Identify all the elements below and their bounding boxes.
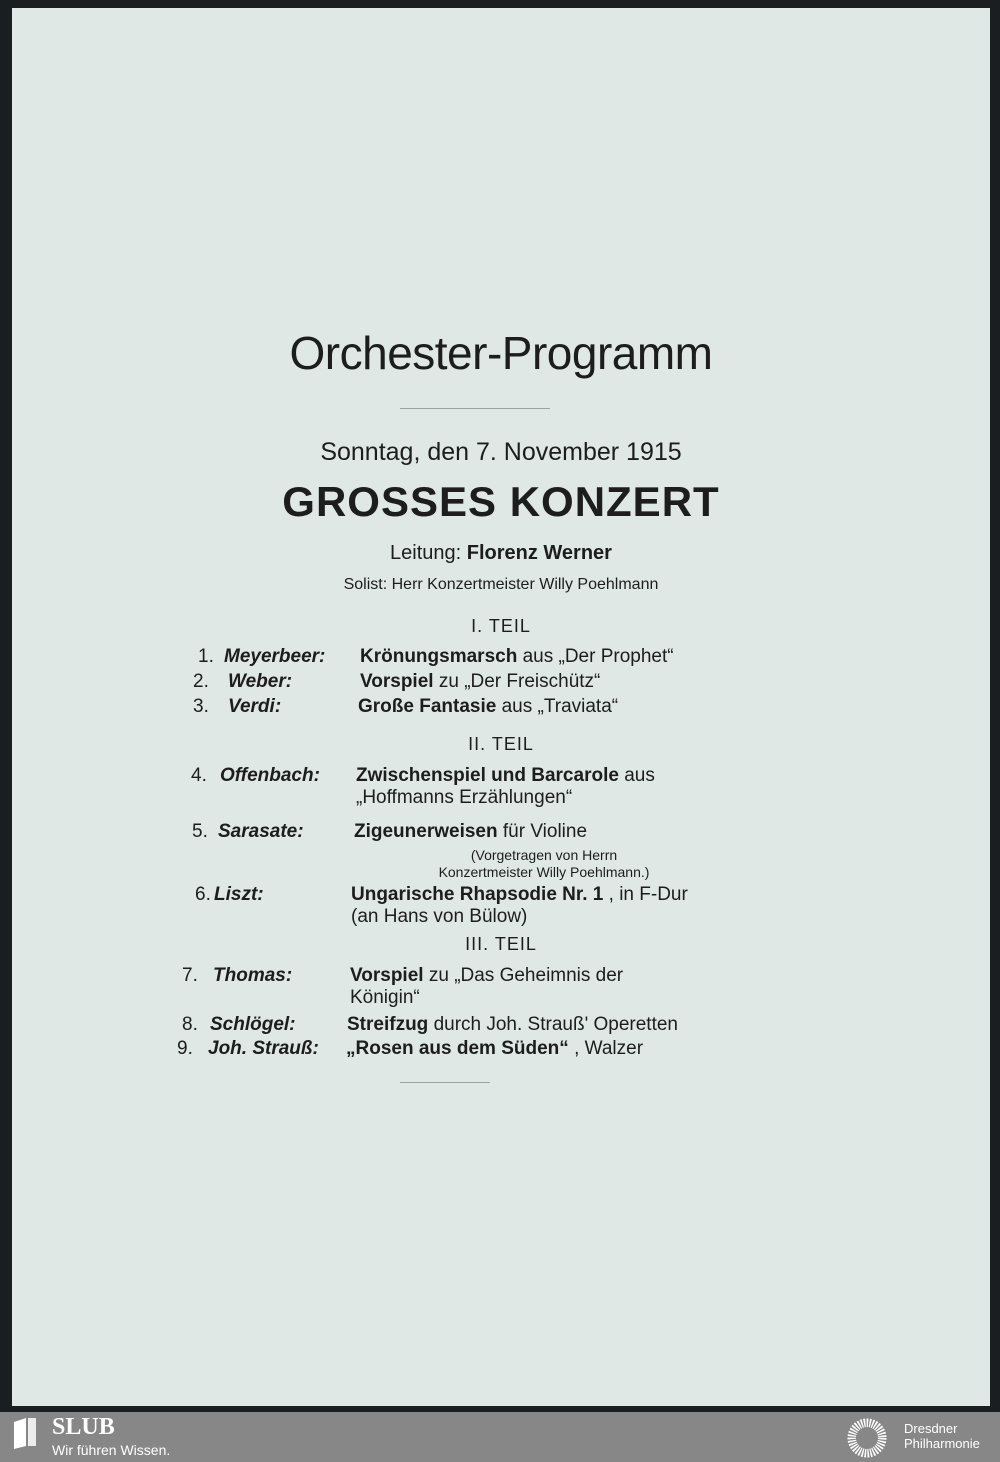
item-number: 6. xyxy=(195,884,211,905)
work-detail: aus „Traviata“ xyxy=(501,696,619,717)
note-line: Konzertmeister Willy Poehlmann.) xyxy=(438,864,650,880)
work-name: Vorspiel xyxy=(350,965,424,986)
item-number: 4. xyxy=(191,765,207,786)
work-name: „Rosen aus dem Süden“ xyxy=(346,1038,569,1059)
work-name: Ungarische Rhapsodie Nr. 1 xyxy=(351,884,604,905)
work-name: Streifzug xyxy=(347,1014,429,1035)
partner-name xyxy=(904,1421,980,1451)
composer: Weber: xyxy=(228,671,293,692)
work-detail: aus „Der Prophet“ xyxy=(522,646,674,667)
work-detail: durch Joh. Strauß' Operetten xyxy=(433,1014,678,1035)
item-number: 8. xyxy=(182,1014,198,1035)
soloist-line: Solist: Herr Konzertmeister Willy Poehlmann xyxy=(343,576,659,593)
item-number: 5. xyxy=(192,821,208,842)
slub-logo-icon xyxy=(12,1416,38,1450)
work-name: Krönungsmarsch xyxy=(360,646,518,667)
work-title xyxy=(351,884,688,906)
conductor-name: Florenz Werner xyxy=(466,542,612,564)
work-title xyxy=(358,696,618,718)
conductor-line xyxy=(12,542,990,565)
program-sheet xyxy=(12,8,990,1406)
note-line: (Vorgetragen von Herrn xyxy=(470,847,618,863)
composer: Joh. Strauß: xyxy=(208,1038,319,1059)
conductor-label: Leitung: xyxy=(390,542,462,564)
part-heading: I. TEIL xyxy=(471,616,531,636)
composer: Schlögel: xyxy=(210,1014,296,1035)
footer-bar xyxy=(0,1412,1000,1462)
work-title xyxy=(356,765,655,787)
work-name: Große Fantasie xyxy=(358,696,497,717)
item-number: 1. xyxy=(198,646,214,667)
item-number: 2. xyxy=(193,671,209,692)
partner-line: Dresdner xyxy=(904,1421,958,1436)
work-title xyxy=(354,821,587,843)
work-detail: zu „Der Freischütz“ xyxy=(438,671,601,692)
work-detail: , Walzer xyxy=(574,1038,644,1059)
document-title: Orchester-Programm xyxy=(289,327,713,379)
item-number: 3. xyxy=(193,696,209,717)
divider xyxy=(400,1082,490,1083)
composer: Thomas: xyxy=(213,965,293,986)
work-detail: aus xyxy=(624,765,655,786)
composer: Liszt: xyxy=(214,884,264,905)
slub-name: SLUB xyxy=(52,1414,115,1440)
work-title xyxy=(347,1014,678,1036)
part-heading: II. TEIL xyxy=(468,734,534,754)
composer: Sarasate: xyxy=(218,821,304,842)
partner-line: Philharmonie xyxy=(904,1436,980,1451)
work-detail: für Violine xyxy=(502,821,588,842)
part-heading: III. TEIL xyxy=(465,934,537,954)
work-name: Zwischenspiel und Barcarole xyxy=(356,765,619,786)
work-detail: , in F-Dur xyxy=(608,884,688,905)
composer: Offenbach: xyxy=(220,765,320,786)
work-title xyxy=(360,646,674,668)
work-name: Zigeunerweisen xyxy=(354,821,498,842)
work-title xyxy=(346,1038,643,1060)
work-title-continued: „Hoffmanns Erzählungen“ xyxy=(356,787,573,808)
philharmonie-logo-icon xyxy=(842,1414,892,1462)
work-detail: zu „Das Geheimnis der xyxy=(428,965,624,986)
work-title-continued: Königin“ xyxy=(350,987,420,1008)
work-title-continued: (an Hans von Bülow) xyxy=(351,906,528,927)
concert-date: Sonntag, den 7. November 1915 xyxy=(320,438,682,466)
work-name: Vorspiel xyxy=(360,671,434,692)
slub-slogan: Wir führen Wissen. xyxy=(52,1442,171,1458)
concert-heading: GROSSES KONZERT xyxy=(282,478,720,525)
item-number: 7. xyxy=(182,965,198,986)
work-title xyxy=(360,671,600,693)
composer: Meyerbeer: xyxy=(224,646,326,667)
composer: Verdi: xyxy=(228,696,282,717)
item-number: 9. xyxy=(177,1038,193,1059)
performance-note xyxy=(364,847,724,881)
work-title xyxy=(350,965,623,987)
divider xyxy=(400,408,550,409)
